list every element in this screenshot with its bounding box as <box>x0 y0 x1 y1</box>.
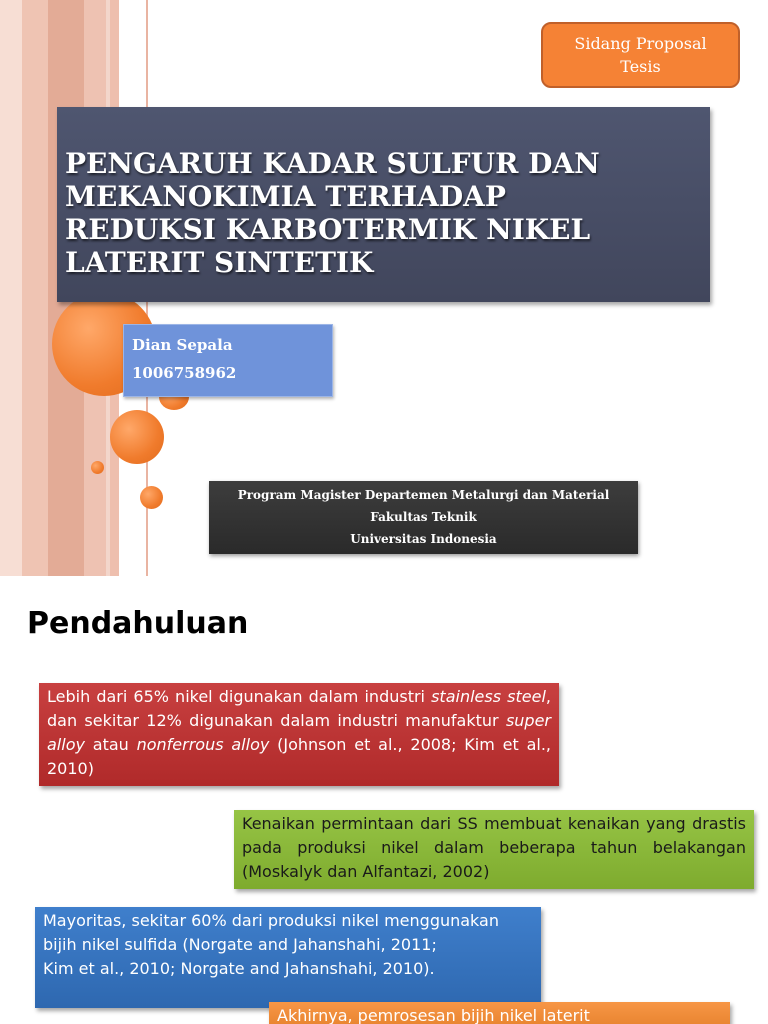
nickel-usage-box <box>39 683 559 786</box>
sulfide-text: Kim et al., 2010; Norgate and Jahanshahi, 2010). <box>43 959 435 978</box>
thesis-badge <box>541 22 740 88</box>
institution-line: Universitas Indonesia <box>350 532 497 546</box>
title-box <box>57 107 710 302</box>
title-line: PENGARUH KADAR SULFUR DAN <box>65 147 600 180</box>
sulfide-text: Mayoritas, sekitar 60% dari produksi nikel menggunakan bijih nikel sulfida (Norgate and Jahanshahi, 2011; <box>43 911 499 954</box>
title-line: REDUKSI KARBOTERMIK NIKEL <box>65 213 591 246</box>
institution-box <box>209 481 638 554</box>
laterite-box <box>269 1002 730 1024</box>
author-box <box>123 324 333 397</box>
text-run-italic: nonferrous alloy <box>136 735 270 754</box>
demand-box <box>234 810 754 889</box>
decor-stripe <box>22 0 48 576</box>
slide-heading: Pendahuluan <box>27 606 249 641</box>
text-run-italic: super alloy <box>47 711 551 754</box>
laterite-text: Akhirnya, pemrosesan bijih nikel laterit <box>277 1006 590 1024</box>
title-line: MEKANOKIMIA TERHADAP <box>65 180 506 213</box>
author-name: Dian Sepala <box>132 336 233 354</box>
text-run: , dan sekitar 12% digunakan dalam industri manufaktur <box>47 687 551 730</box>
title-line: LATERIT SINTETIK <box>65 246 374 279</box>
badge-line: Sidang Proposal <box>574 34 707 53</box>
nickel-usage-text <box>47 685 551 781</box>
badge-line: Tesis <box>620 57 661 76</box>
author-id: 1006758962 <box>132 364 237 382</box>
decor-circle <box>140 486 163 509</box>
text-run: Lebih dari 65% nikel digunakan dalam industri <box>47 687 432 706</box>
decor-circle <box>110 410 164 464</box>
decor-stripe <box>0 0 22 576</box>
text-run-italic: stainless steel <box>431 687 546 706</box>
text-run: (Johnson et al., 2008; Kim et al., 2010) <box>47 735 551 778</box>
decor-circle <box>91 461 104 474</box>
institution-line: Fakultas Teknik <box>370 510 477 524</box>
sulfide-box <box>35 907 541 1008</box>
slide-title <box>65 147 705 279</box>
intro-slide <box>0 576 768 1024</box>
demand-text: Kenaikan permintaan dari SS membuat kenaikan yang drastis pada produksi nikel dalam beberapa tahun belakangan (Moskalyk dan Alfantazi, 2002) <box>242 814 746 881</box>
text-run: atau <box>84 735 137 754</box>
institution-line: Program Magister Departemen Metalurgi dan Material <box>237 488 610 502</box>
